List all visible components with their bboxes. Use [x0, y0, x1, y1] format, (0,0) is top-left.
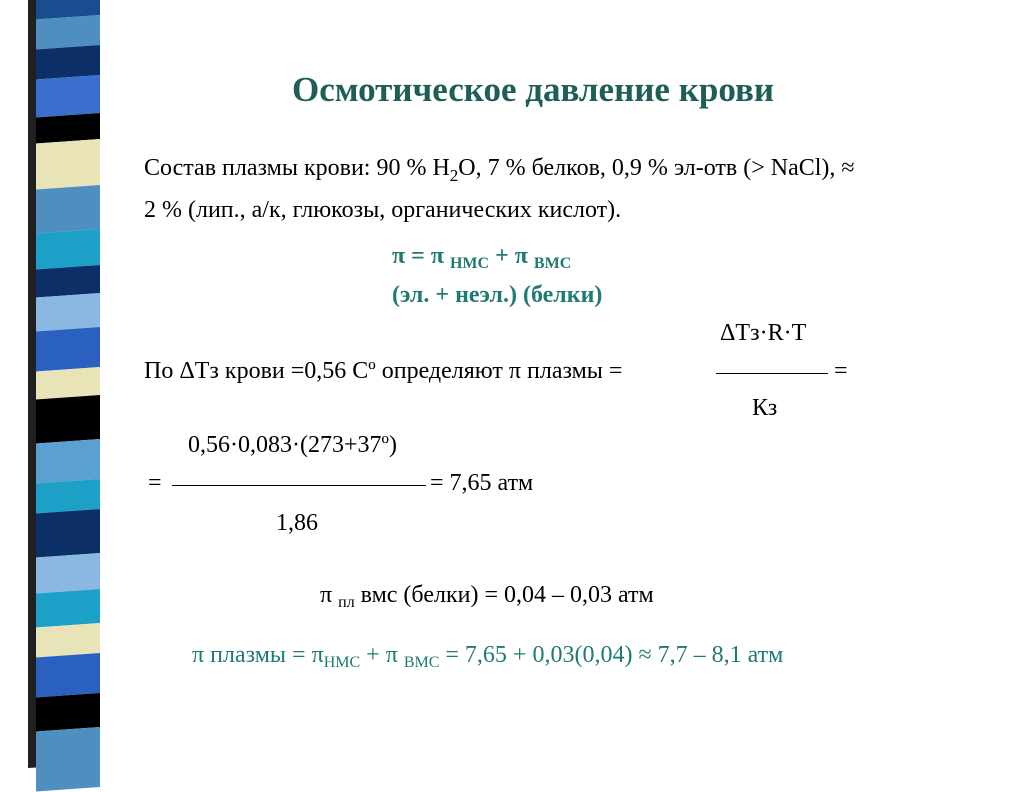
final-text-a: π плазмы = π	[192, 642, 324, 668]
fraction1-numerator: ΔTз·R·T	[720, 320, 807, 346]
final-vms-sub: ВМС	[403, 654, 440, 671]
fraction1-prefix: По ΔTз крови =0,56 Cº определяют π плазмы =	[144, 358, 623, 384]
stripe-band	[36, 395, 100, 443]
stripe-band	[36, 727, 100, 791]
stripe-band	[36, 439, 100, 483]
pi-symbol: π	[320, 582, 333, 608]
fraction2-prefix: =	[148, 470, 162, 496]
h2o-subscript: 2	[449, 166, 459, 185]
final-formula	[192, 642, 783, 672]
stripe-band	[36, 229, 100, 269]
formula-pi: π = π	[392, 243, 444, 269]
decorative-stripe-ribbon	[28, 0, 100, 768]
stripe-band	[36, 15, 100, 49]
slide-title: Осмотическое давление крови	[292, 70, 775, 109]
stripe-band	[36, 367, 100, 399]
oncotic-text: вмс (белки) = 0,04 – 0,03 атм	[360, 582, 654, 608]
fraction1-equals: =	[834, 358, 848, 384]
formula-plus: + π	[495, 243, 528, 269]
stripe-band	[36, 45, 100, 79]
formula-explanation: (эл. + неэл.) (белки)	[392, 282, 603, 308]
stripe-band	[36, 265, 100, 297]
stripe-band	[36, 75, 100, 117]
fraction2-result: = 7,65 атм	[430, 470, 534, 496]
fraction2-bar	[172, 485, 426, 486]
formula-nms-sub: НМС	[449, 255, 490, 272]
stripe-band	[36, 479, 100, 513]
pi-pl-subscript: пл	[338, 594, 355, 611]
stripe-band	[36, 553, 100, 593]
final-nms-sub: НМС	[323, 654, 361, 671]
stripe-band	[36, 139, 100, 189]
composition-line-2: 2 % (лип., а/к, глюкозы, органических кислот).	[144, 197, 622, 223]
fraction2-denominator: 1,86	[276, 510, 318, 536]
fraction1-bar	[716, 373, 828, 374]
final-text-b: + π	[366, 642, 398, 668]
oncotic-pressure-line	[320, 582, 654, 612]
osmotic-formula	[392, 243, 571, 273]
stripe-shadow	[28, 0, 36, 768]
composition-text-b: O, 7 % белков, 0,9 % эл-отв (> NaCl), ≈	[458, 155, 855, 181]
stripe-band	[36, 185, 100, 233]
stripe-band	[36, 693, 100, 731]
fraction2-numerator: 0,56·0,083·(273+37º)	[188, 432, 397, 458]
stripe-band	[36, 589, 100, 627]
stripe-band	[36, 509, 100, 557]
composition-line-1	[144, 155, 855, 186]
stripe-band	[36, 623, 100, 657]
stripe-band	[36, 327, 100, 371]
fraction1-denominator: Кз	[752, 395, 778, 421]
formula-vms-sub: ВМС	[533, 255, 572, 272]
final-text-c: = 7,65 + 0,03(0,04) ≈ 7,7 – 8,1 атм	[445, 642, 784, 668]
stripe-band	[36, 653, 100, 697]
composition-text-a: Состав плазмы крови: 90 % H	[144, 155, 450, 181]
stripe-band	[36, 293, 100, 331]
